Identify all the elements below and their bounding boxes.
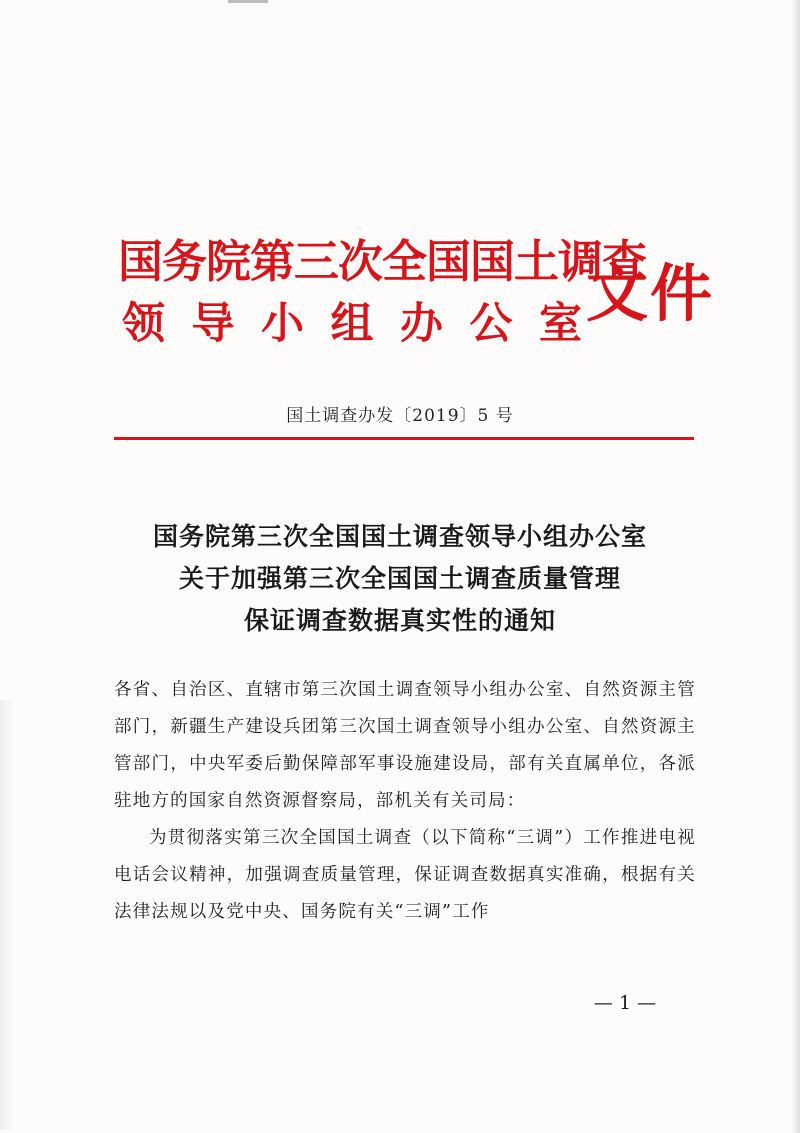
header-char: 办 [400, 299, 443, 349]
header-char: 公 [469, 299, 513, 349]
notice-title-line: 国务院第三次全国国土调查领导小组办公室 [152, 522, 647, 551]
scan-mark [228, 0, 268, 3]
notice-title-line: 关于加强第三次全国国土调查质量管理 [178, 564, 621, 593]
red-separator-rule [114, 437, 694, 440]
notice-body [114, 672, 696, 931]
header-document-label: 文件 [586, 257, 715, 330]
header-char: 小 [261, 299, 304, 349]
notice-title-line: 保证调查数据真实性的通知 [243, 606, 556, 635]
header-char: 导 [191, 299, 235, 349]
page-number: — 1 — [593, 992, 657, 1014]
header-char: 室 [539, 299, 582, 349]
notice-title [0, 516, 800, 642]
scan-edge-stain [0, 700, 14, 1130]
header-char: 组 [330, 299, 374, 349]
header-authority-line1: 国务院第三次全国国土调查 [118, 235, 647, 288]
header-authority-line2 [122, 296, 582, 352]
document-number: 国土调查办发〔2019〕5 号 [286, 406, 514, 426]
header-char: 领 [122, 299, 165, 349]
body-paragraph: 为贯彻落实第三次全国国土调查（以下简称“三调”）工作推进电视电话会议精神，加强调查质量管理，保证调查数据真实准确，根据有关法律法规以及党中央、国务院有关“三调”工作 [114, 828, 696, 922]
issuing-authority-header [118, 232, 718, 362]
addressees-paragraph: 各省、自治区、直辖市第三次国土调查领导小组办公室、自然资源主管部门，新疆生产建设兵团第三次国土调查领导小组办公室、自然资源主管部门，中央军委后勤保障部军事设施建设局，部有关直属单位，各派驻地方的国家自然资源督察局，部机关有关司局： [114, 680, 696, 811]
